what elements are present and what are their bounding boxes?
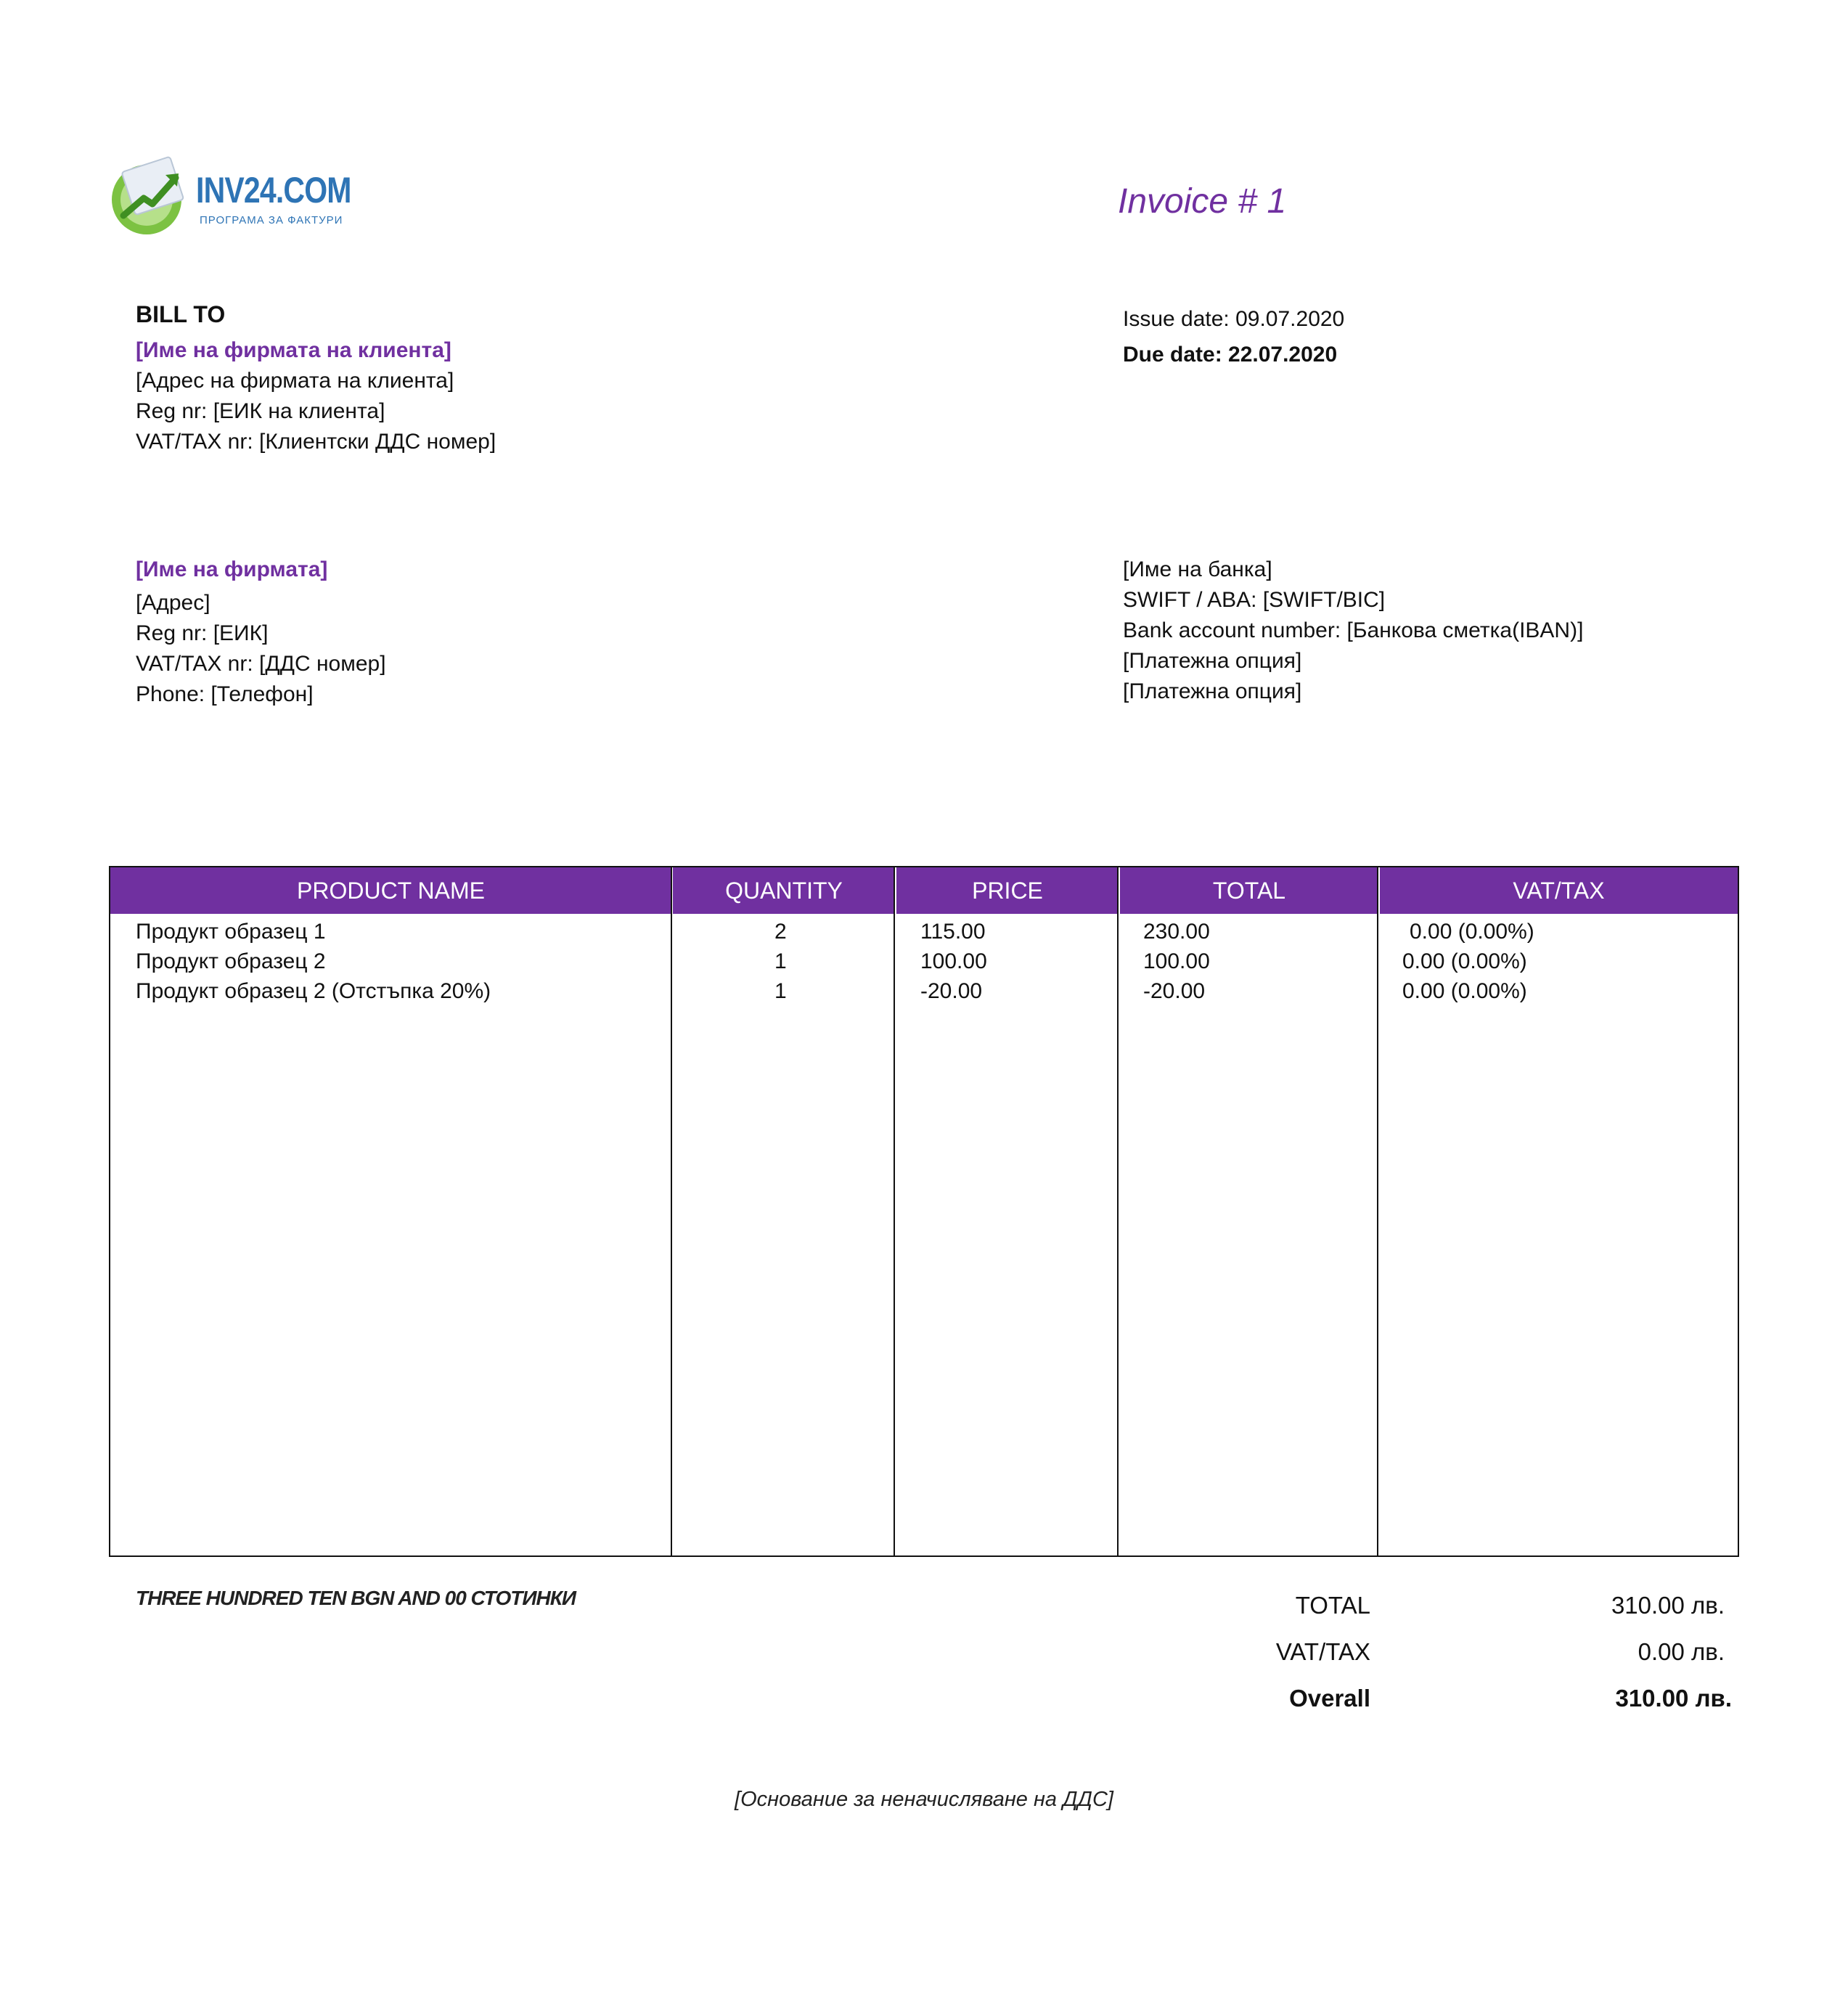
bank-account: Bank account number: [Банкова сметка(IBAN)] bbox=[1123, 618, 1584, 642]
total-label: TOTAL bbox=[1295, 1592, 1370, 1619]
total-value: 310.00 лв. bbox=[1611, 1592, 1725, 1619]
issue-date: Issue date: 09.07.2020 bbox=[1123, 307, 1345, 331]
client-name: [Име на фирмата на клиента] bbox=[136, 338, 451, 362]
price: 100.00 bbox=[920, 949, 987, 973]
product-name: Продукт образец 2 (Отстъпка 20%) bbox=[136, 979, 491, 1003]
company-name: [Име на фирмата] bbox=[136, 557, 328, 581]
client-vat: VAT/TAX nr: [Клиентски ДДС номер] bbox=[136, 430, 496, 454]
bank-block bbox=[1123, 555, 1583, 707]
col-header-product: PRODUCT NAME bbox=[297, 878, 485, 904]
company-reg: Reg nr: [ЕИК] bbox=[136, 621, 269, 645]
logo-text: INV24.COM bbox=[196, 170, 351, 210]
quantity: 2 bbox=[774, 920, 787, 944]
overall-label: Overall bbox=[1289, 1685, 1370, 1712]
vat-total-label: VAT/TAX bbox=[1275, 1638, 1370, 1665]
quantity: 1 bbox=[774, 979, 787, 1003]
payment-option: [Платежна опция] bbox=[1123, 649, 1302, 673]
client-reg: Reg nr: [ЕИК на клиента] bbox=[136, 399, 385, 423]
dates-block bbox=[1123, 301, 1344, 372]
bank-swift: SWIFT / ABA: [SWIFT/BIC] bbox=[1123, 588, 1386, 612]
company-phone: Phone: [Телефон] bbox=[136, 682, 314, 706]
logo-icon bbox=[109, 156, 192, 236]
vat-exemption-note: [Основание за неначисляване на ДДС] bbox=[735, 1788, 1113, 1811]
company-logo bbox=[109, 156, 356, 236]
vat-amount: 0.00 (0.00%) bbox=[1402, 979, 1527, 1003]
line-total: -20.00 bbox=[1143, 979, 1206, 1003]
invoice-title: Invoice # 1 bbox=[1118, 182, 1287, 221]
col-header-quantity: QUANTITY bbox=[671, 867, 895, 914]
col-header-price: PRICE bbox=[895, 867, 1119, 914]
col-header-total: TOTAL bbox=[1119, 867, 1378, 914]
table-row bbox=[110, 947, 1738, 976]
due-date: Due date: 22.07.2020 bbox=[1123, 343, 1338, 367]
vat-amount: 0.00 (0.00%) bbox=[1410, 920, 1534, 944]
company-vat: VAT/TAX nr: [ДДС номер] bbox=[136, 652, 386, 676]
col-header-vat: VAT/TAX bbox=[1378, 867, 1738, 914]
line-total: 230.00 bbox=[1143, 920, 1210, 944]
vat-amount: 0.00 (0.00%) bbox=[1402, 949, 1527, 973]
product-name: Продукт образец 2 bbox=[136, 949, 326, 973]
bank-name: [Име на банка] bbox=[1123, 557, 1272, 581]
logo-subtitle: ПРОГРАМА ЗА ФАКТУРИ bbox=[200, 214, 343, 226]
amount-in-words: THREE HUNDRED TEN BGN AND 00 СТОТИНКИ bbox=[136, 1587, 576, 1609]
line-total: 100.00 bbox=[1143, 949, 1210, 973]
items-table bbox=[109, 866, 1739, 1557]
table-row bbox=[110, 917, 1738, 947]
table-row bbox=[110, 976, 1738, 1006]
payment-option: [Платежна опция] bbox=[1123, 679, 1302, 703]
product-name: Продукт образец 1 bbox=[136, 920, 326, 944]
overall-value: 310.00 лв. bbox=[1615, 1685, 1732, 1712]
bill-to-label: BILL TO bbox=[136, 301, 226, 327]
price: 115.00 bbox=[920, 920, 986, 944]
company-address: [Адрес] bbox=[136, 591, 210, 615]
table-header bbox=[110, 867, 1738, 914]
client-block bbox=[136, 335, 496, 457]
vat-total-value: 0.00 лв. bbox=[1638, 1638, 1725, 1665]
price: -20.00 bbox=[920, 979, 983, 1003]
quantity: 1 bbox=[774, 949, 787, 973]
table-body bbox=[110, 914, 1738, 1006]
client-address: [Адрес на фирмата на клиента] bbox=[136, 369, 454, 393]
company-block bbox=[136, 555, 386, 710]
